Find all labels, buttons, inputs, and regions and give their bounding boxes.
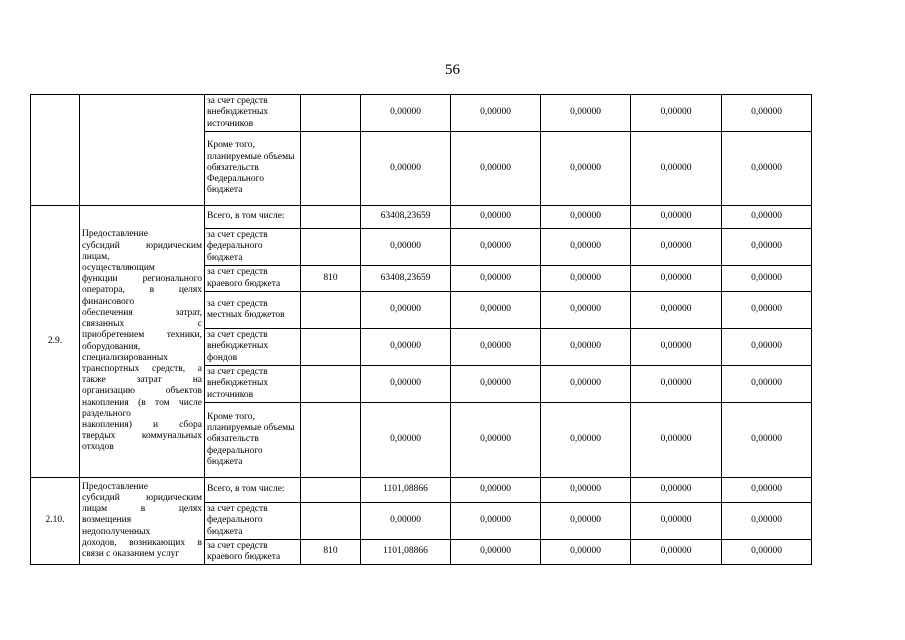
total-amount-cell: 0,00000 (361, 329, 451, 366)
year-1-amount-cell: 0,00000 (451, 403, 541, 478)
budget-code-cell (301, 329, 361, 366)
description-line: организацию объектов (82, 386, 202, 397)
year-1-amount-cell: 0,00000 (451, 206, 541, 229)
year-1-amount-cell: 0,00000 (451, 503, 541, 540)
funding-source-cell: за счет средств внебюджетных источников (205, 366, 301, 403)
item-description-cell (80, 95, 205, 206)
description-line: оборудования, (82, 341, 141, 352)
total-amount-cell: 0,00000 (361, 132, 451, 206)
table-row (31, 206, 812, 229)
funding-source-cell: за счет средств внебюджетных фондов (205, 329, 301, 366)
year-3-amount-cell: 0,00000 (631, 132, 722, 206)
year-1-amount-cell: 0,00000 (451, 266, 541, 292)
description-line: твердых коммунальных (82, 431, 202, 442)
total-amount-cell: 63408,23659 (361, 266, 451, 292)
year-4-amount-cell: 0,00000 (722, 229, 812, 266)
description-line: субсидий юридическим (82, 492, 202, 503)
year-4-amount-cell: 0,00000 (722, 95, 812, 132)
description-line: связи с оказанием услуг (82, 549, 180, 559)
description-line: накопления (в том числе (82, 397, 202, 408)
item-number-cell: 2.9. (31, 206, 80, 478)
year-3-amount-cell: 0,00000 (631, 95, 722, 132)
year-4-amount-cell: 0,00000 (722, 206, 812, 229)
funding-source-cell: за счет средств внебюджетных источников (205, 95, 301, 132)
description-line: Предоставление (82, 481, 148, 492)
year-4-amount-cell: 0,00000 (722, 266, 812, 292)
year-2-amount-cell: 0,00000 (541, 329, 631, 366)
funding-source-cell: за счет средств краевого бюджета (205, 266, 301, 292)
total-amount-cell: 0,00000 (361, 95, 451, 132)
description-line: функции регионального (82, 274, 202, 285)
year-3-amount-cell: 0,00000 (631, 540, 722, 565)
budget-code-cell (301, 292, 361, 329)
description-line: финансового (82, 296, 135, 307)
year-4-amount-cell: 0,00000 (722, 132, 812, 206)
year-1-amount-cell: 0,00000 (451, 229, 541, 266)
year-2-amount-cell: 0,00000 (541, 403, 631, 478)
budget-table-body (31, 95, 812, 565)
year-4-amount-cell: 0,00000 (722, 540, 812, 565)
year-2-amount-cell: 0,00000 (541, 266, 631, 292)
description-line: связанных с (82, 319, 202, 330)
year-4-amount-cell: 0,00000 (722, 503, 812, 540)
year-4-amount-cell: 0,00000 (722, 403, 812, 478)
budget-code-cell (301, 366, 361, 403)
funding-source-cell: Всего, в том числе: (205, 478, 301, 503)
description-line: также затрат на (82, 375, 202, 386)
year-4-amount-cell: 0,00000 (722, 329, 812, 366)
budget-code-cell (301, 503, 361, 540)
budget-code-cell (301, 206, 361, 229)
description-line: лицам в целях (82, 504, 202, 515)
year-3-amount-cell: 0,00000 (631, 292, 722, 329)
total-amount-cell: 63408,23659 (361, 206, 451, 229)
year-3-amount-cell: 0,00000 (631, 366, 722, 403)
budget-code-cell (301, 478, 361, 503)
budget-code-cell (301, 132, 361, 206)
budget-code-cell: 810 (301, 266, 361, 292)
funding-source-cell: за счет средств краевого бюджета (205, 540, 301, 565)
year-1-amount-cell: 0,00000 (451, 132, 541, 206)
year-4-amount-cell: 0,00000 (722, 366, 812, 403)
total-amount-cell: 1101,08866 (361, 540, 451, 565)
year-2-amount-cell: 0,00000 (541, 95, 631, 132)
year-3-amount-cell: 0,00000 (631, 266, 722, 292)
year-2-amount-cell: 0,00000 (541, 206, 631, 229)
description-line: обеспечения затрат, (82, 307, 202, 318)
description-line: отходов (82, 442, 114, 453)
year-1-amount-cell: 0,00000 (451, 95, 541, 132)
funding-source-cell: за счет средств федерального бюджета (205, 503, 301, 540)
year-1-amount-cell: 0,00000 (451, 292, 541, 329)
description-line: приобретением техники, (82, 330, 202, 341)
description-line: доходов, возникающих в (82, 537, 202, 548)
item-number-cell (31, 95, 80, 206)
budget-table (30, 94, 812, 565)
total-amount-cell: 0,00000 (361, 229, 451, 266)
total-amount-cell: 0,00000 (361, 366, 451, 403)
funding-source-cell: за счет средств федерального бюджета (205, 229, 301, 266)
total-amount-cell: 0,00000 (361, 503, 451, 540)
year-3-amount-cell: 0,00000 (631, 206, 722, 229)
year-3-amount-cell: 0,00000 (631, 229, 722, 266)
year-2-amount-cell: 0,00000 (541, 229, 631, 266)
description-line: субсидий юридическим (82, 240, 202, 251)
budget-code-cell: 810 (301, 540, 361, 565)
year-2-amount-cell: 0,00000 (541, 366, 631, 403)
description-line: возмещения (82, 515, 132, 526)
description-line: накопления) и сбора (82, 419, 202, 430)
year-4-amount-cell: 0,00000 (722, 478, 812, 503)
item-number-cell: 2.10. (31, 478, 80, 565)
page-number: 56 (445, 62, 460, 78)
year-3-amount-cell: 0,00000 (631, 329, 722, 366)
year-1-amount-cell: 0,00000 (451, 478, 541, 503)
description-line: транспортных средств, а (82, 363, 202, 374)
budget-code-cell (301, 403, 361, 478)
table-row (31, 478, 812, 503)
budget-code-cell (301, 229, 361, 266)
budget-code-cell (301, 95, 361, 132)
year-2-amount-cell: 0,00000 (541, 540, 631, 565)
year-2-amount-cell: 0,00000 (541, 132, 631, 206)
description-line: раздельного (82, 408, 131, 419)
year-3-amount-cell: 0,00000 (631, 503, 722, 540)
total-amount-cell: 1101,08866 (361, 478, 451, 503)
description-line: специализированных (82, 352, 169, 363)
year-2-amount-cell: 0,00000 (541, 478, 631, 503)
description-line: недополученных (82, 526, 151, 537)
funding-source-cell: за счет средств местных бюджетов (205, 292, 301, 329)
year-2-amount-cell: 0,00000 (541, 292, 631, 329)
total-amount-cell: 0,00000 (361, 292, 451, 329)
year-1-amount-cell: 0,00000 (451, 329, 541, 366)
funding-source-cell: Кроме того, планируемые объемы обязательств Федерального бюджета (205, 132, 301, 206)
description-line: лицам, (82, 251, 110, 262)
description-line: Предоставление (82, 229, 148, 240)
year-3-amount-cell: 0,00000 (631, 403, 722, 478)
description-line: осуществляющим (82, 263, 155, 274)
funding-source-cell: Кроме того, планируемые объемы обязательств федерального бюджета (205, 403, 301, 478)
description-line: оператора, в целях (82, 285, 202, 296)
item-description-cell (80, 478, 205, 565)
year-1-amount-cell: 0,00000 (451, 366, 541, 403)
year-4-amount-cell: 0,00000 (722, 292, 812, 329)
total-amount-cell: 0,00000 (361, 403, 451, 478)
item-description-cell (80, 206, 205, 478)
table-row (31, 95, 812, 132)
year-1-amount-cell: 0,00000 (451, 540, 541, 565)
year-3-amount-cell: 0,00000 (631, 478, 722, 503)
year-2-amount-cell: 0,00000 (541, 503, 631, 540)
funding-source-cell: Всего, в том числе: (205, 206, 301, 229)
